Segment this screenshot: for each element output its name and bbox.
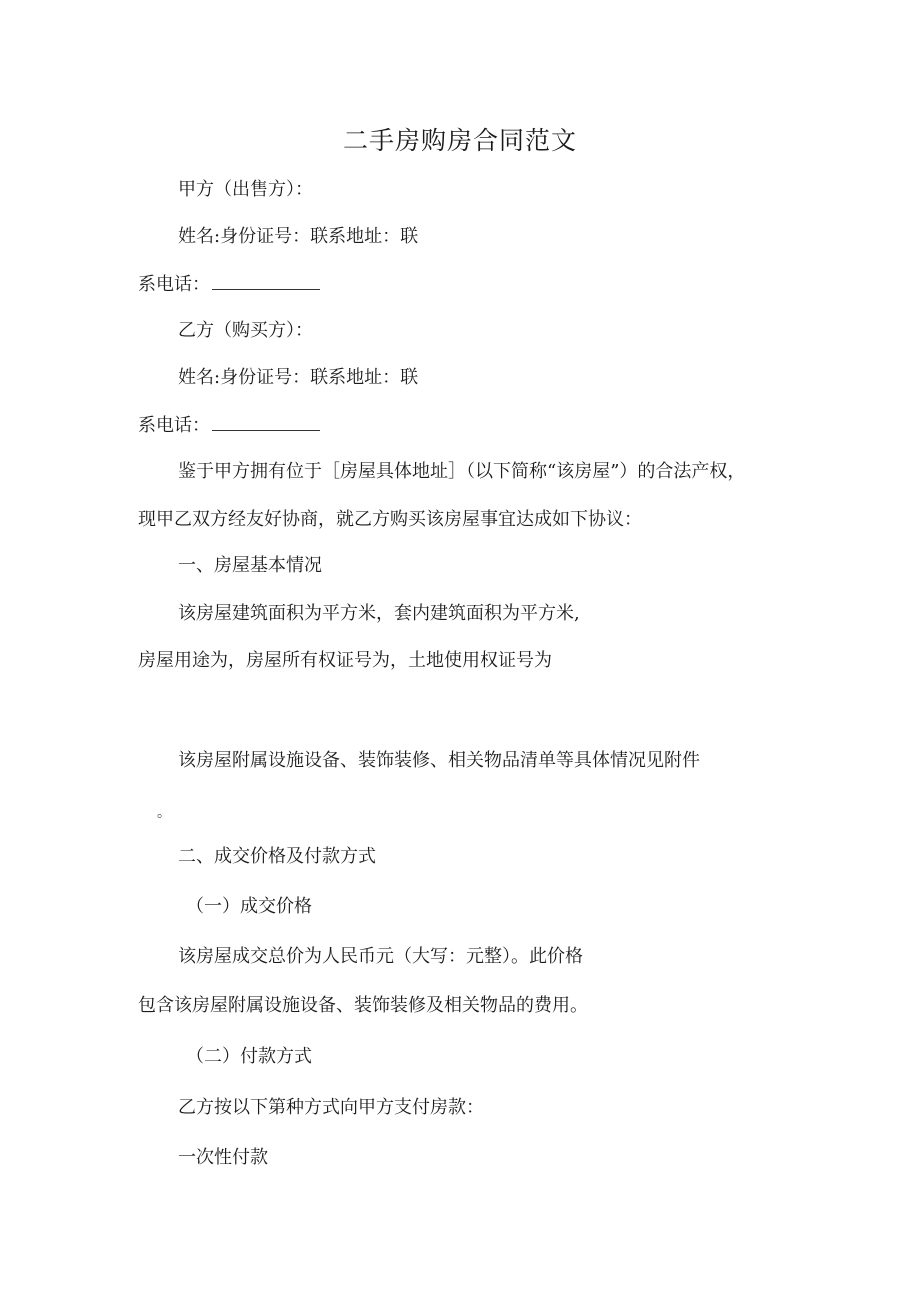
section2-heading: 二、成交价格及付款方式 xyxy=(178,846,376,867)
party-b-phone xyxy=(138,415,320,437)
section1-heading: 一、房屋基本情况 xyxy=(178,555,322,576)
document-title: 二手房购房合同范文 xyxy=(342,126,577,155)
section1-para2-line1: 该房屋附属设施设备、装饰装修、相关物品清单等具体情况见附件 xyxy=(178,750,700,771)
section2-sub1-line1: 该房屋成交总价为人民币元（大写：元整）。此价格 xyxy=(178,946,583,967)
section1-para1-line1: 该房屋建筑面积为平方米，套内建筑面积为平方米, xyxy=(178,603,580,624)
section2-sub2-line1: 乙方按以下第种方式向甲方支付房款： xyxy=(178,1097,484,1118)
party-b-heading: 乙方（购买方）： xyxy=(178,320,313,341)
party-a-phone-blank xyxy=(212,275,320,290)
party-a-fields: 姓名:身份证号：联系地址：联 xyxy=(178,226,419,247)
party-a-phone-label: 系电话： xyxy=(138,274,210,295)
section2-sub1-line2: 包含该房屋附属设施设备、装饰装修及相关物品的费用。 xyxy=(138,995,588,1016)
party-b-phone-label: 系电话： xyxy=(138,415,210,436)
party-b-fields: 姓名:身份证号：联系地址：联 xyxy=(178,367,419,388)
party-b-phone-blank xyxy=(212,416,320,431)
intro-line-1: 鉴于甲方拥有位于［房屋具体地址］（以下简称“该房屋”）的合法产权， xyxy=(178,461,746,482)
intro-line-2: 现甲乙双方经友好协商，就乙方购买该房屋事宜达成如下协议： xyxy=(138,509,642,530)
section2-sub1-heading: （一）成交价格 xyxy=(186,896,312,917)
section2-sub2-heading: （二）付款方式 xyxy=(186,1046,312,1067)
section2-sub2-line2: 一次性付款 xyxy=(178,1147,268,1168)
party-a-heading: 甲方（出售方）： xyxy=(178,179,313,200)
section1-para1-line2: 房屋用途为，房屋所有权证号为，土地使用权证号为 xyxy=(138,650,552,671)
party-a-phone xyxy=(138,274,320,296)
section1-para2-line2: 。 xyxy=(157,805,171,821)
